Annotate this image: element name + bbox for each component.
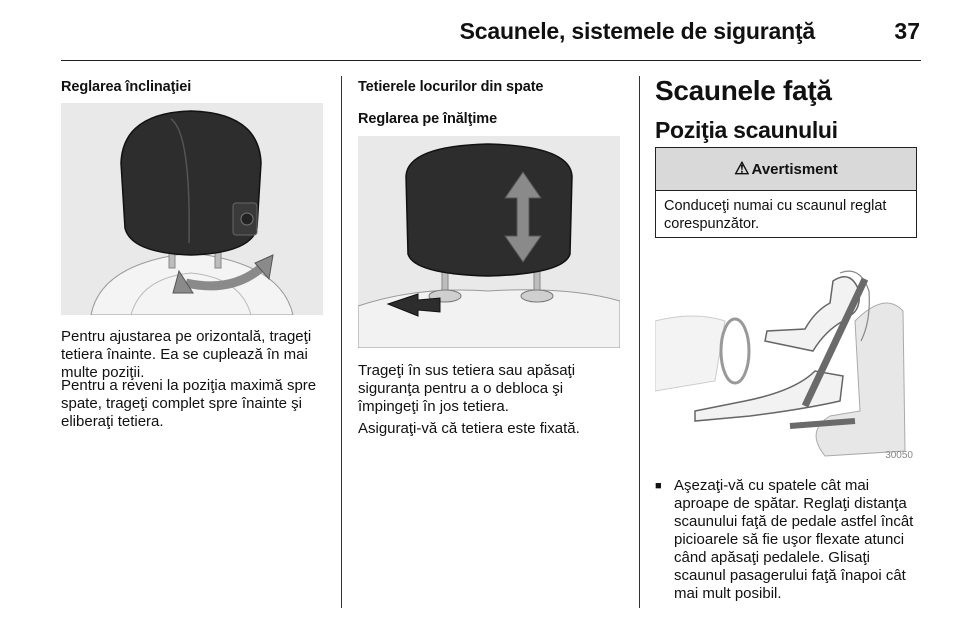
driver-seat-position-illustration-icon: [655, 251, 919, 463]
height-paragraph-2: Asiguraţi-vă că tetiera este fixată.: [358, 420, 580, 437]
seat-position-bullet: [655, 477, 923, 603]
tilt-paragraph-2: Pentru a reveni la poziţia maximă spre spate, trageţi complet spre înainte şi eliberaţi tetiera.: [61, 377, 317, 430]
warning-header: [656, 148, 916, 191]
rear-headrest-height-illustration-icon: [358, 136, 620, 348]
bullet-square-icon: ■: [655, 480, 662, 492]
figure-number: 30050: [885, 450, 913, 461]
subheading-height-adjust: Reglarea pe înălţime: [358, 111, 498, 127]
tilt-paragraph-1: Pentru ajustarea pe orizontală, trageţi tetiera înainte. Ea se cuplează în mai multe poziţii.: [61, 328, 312, 381]
warning-triangle-icon: ⚠: [734, 159, 750, 178]
subsection-title-seat-position: Poziţia scaunului: [655, 117, 838, 143]
height-paragraph-1: Trageţi în sus tetiera sau apăsaţi siguranţa pentru a o debloca şi împingeţi în jos tetiera.: [358, 362, 576, 415]
warning-title: Avertisment: [751, 160, 838, 178]
column-divider-left: [341, 76, 342, 608]
headrest-tilt-illustration-icon: [61, 103, 323, 315]
section-heading-rear-headrests: Tetierele locurilor din spate: [358, 79, 544, 95]
warning-text: Conduceţi numai cu scaunul reglat corespunzător.: [664, 198, 887, 232]
page-header-title: Scaunele, sistemele de siguranţă: [459, 18, 815, 44]
section-heading-tilt: Reglarea înclinaţiei: [61, 79, 192, 95]
seat-position-bullet-text: Aşezaţi-vă cu spatele cât mai aproape de spătar. Reglaţi distanţa scaunului faţă de pedale astfel încât picioarele să fie uşor flexate atunci când apăsaţi pedalele. Glisaţi scaunul pasagerului faţă înapoi cât mai mult posibil.: [674, 477, 914, 602]
section-title-front-seats: Scaunele faţă: [655, 75, 832, 106]
column-divider-right: [639, 76, 640, 608]
page-number: 37: [894, 18, 920, 44]
header-divider: [61, 60, 921, 61]
warning-box: [655, 147, 917, 238]
